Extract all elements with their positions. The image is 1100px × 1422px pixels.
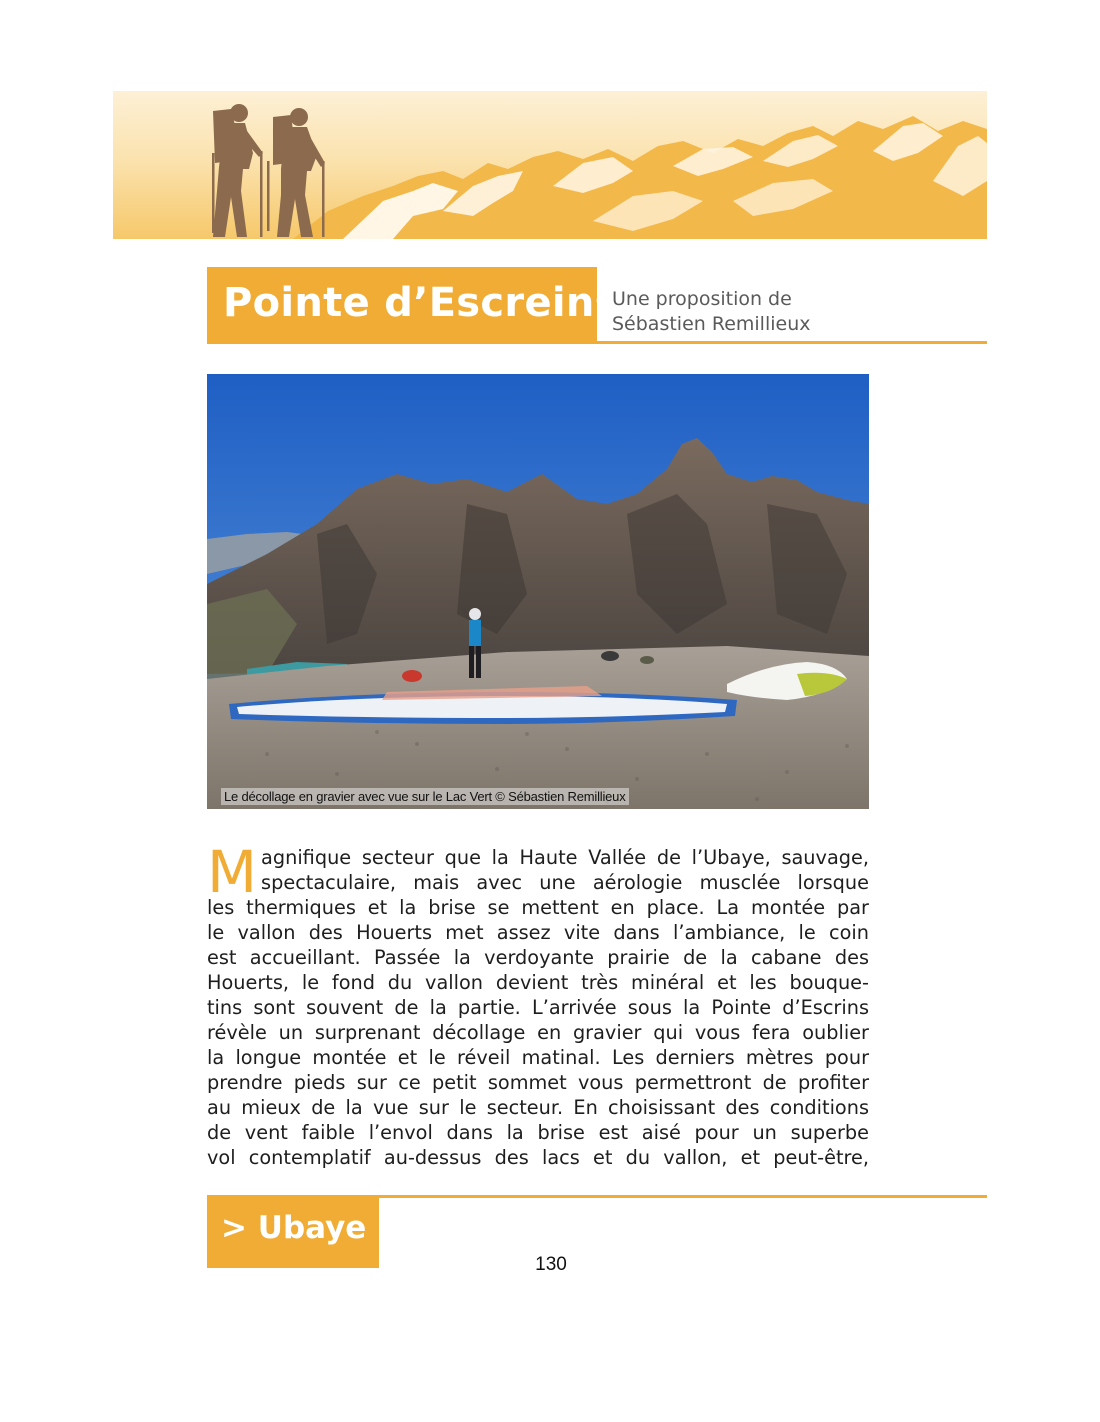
text-line: agnifique secteur que la Haute Vallée de l’Ubaye, sauvage, xyxy=(261,846,869,869)
section-tab xyxy=(207,1198,379,1268)
text-line: de vent faible l’envol dans la brise est aisé pour un superbe xyxy=(207,1121,869,1144)
title-box xyxy=(207,267,619,344)
article-body xyxy=(207,838,869,1170)
section-label: > Ubaye xyxy=(221,1210,367,1246)
text-line: tins sont souvent de la partie. L’arrivée sous la Pointe d’Escrins xyxy=(207,996,869,1019)
text-line: le vallon des Houerts met assez vite dans l’ambiance, le coin xyxy=(207,921,869,944)
text-line: les thermiques et la brise se mettent en place. La montée par xyxy=(207,896,869,919)
text-line: vol contemplatif au-dessus des lacs et du vallon, et peut-être, xyxy=(207,1146,869,1169)
hikers-mountains-illustration xyxy=(113,91,987,239)
page-title: Pointe d’Escreins xyxy=(223,280,619,326)
byline-line-1: Une proposition de xyxy=(612,288,792,310)
page-number: 130 xyxy=(535,1254,567,1275)
text-line: prendre pieds sur ce petit sommet vous permettront de profiter xyxy=(207,1071,869,1094)
byline-author: Sébastien Remillieux xyxy=(612,313,811,335)
byline xyxy=(612,287,811,337)
header-banner xyxy=(113,91,987,239)
text-line: au mieux de la vue sur le secteur. En choisissant des conditions xyxy=(207,1096,869,1119)
hero-photo xyxy=(207,374,869,809)
photo-caption: Le décollage en gravier avec vue sur le Lac Vert © Sébastien Remillieux xyxy=(221,788,629,805)
mountain-launch-photo xyxy=(207,374,869,809)
title-divider xyxy=(597,341,987,344)
text-line: est accueillant. Passée la verdoyante prairie de la cabane des xyxy=(207,946,869,969)
text-line: révèle un surprenant décollage en gravier qui vous fera oublier xyxy=(207,1021,869,1044)
text-line: la longue montée et le réveil matinal. Les derniers mètres pour xyxy=(207,1046,869,1069)
text-line: Houerts, le fond du vallon devient très minéral et les bouque- xyxy=(207,971,869,994)
drop-cap: M xyxy=(207,838,258,906)
text-line: spectaculaire, mais avec une aérologie musclée lorsque xyxy=(261,871,869,894)
